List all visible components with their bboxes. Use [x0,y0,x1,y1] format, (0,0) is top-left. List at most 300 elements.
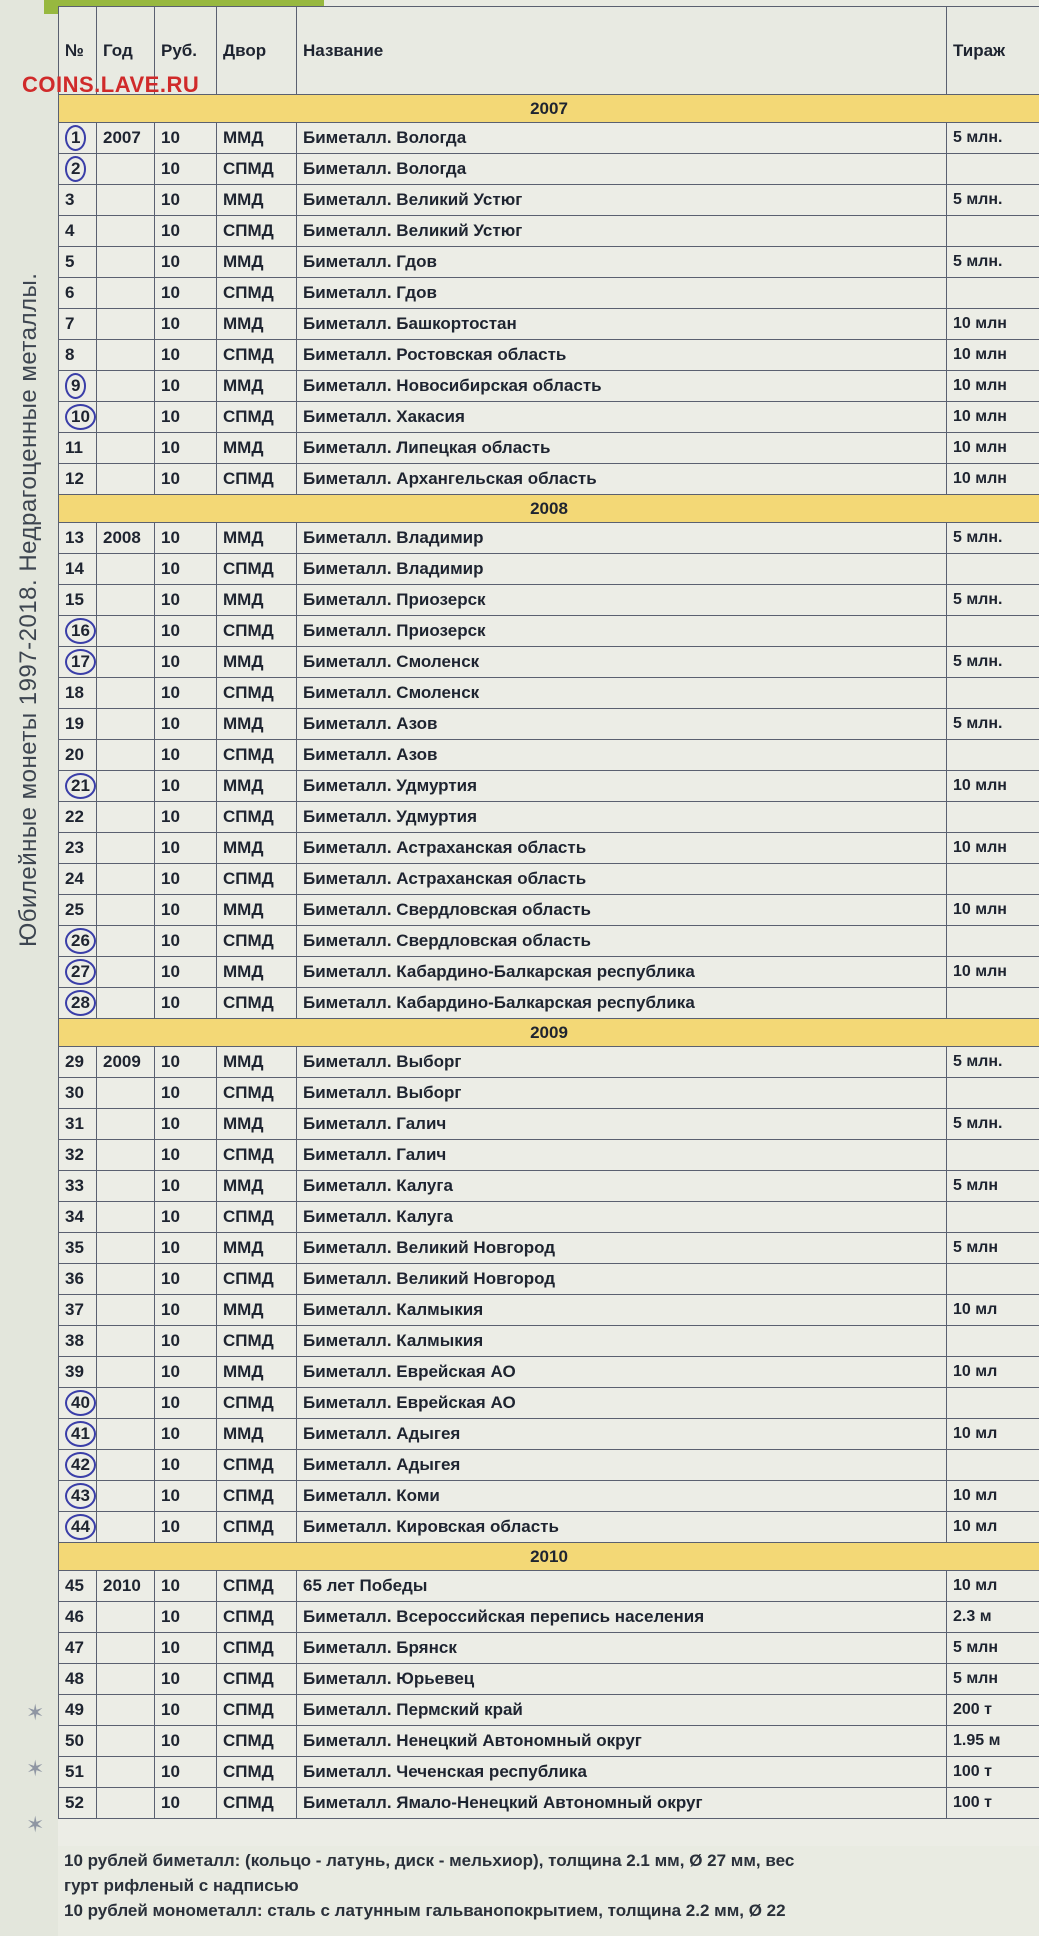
cell-denomination: 10 [155,371,217,402]
table-row [59,1295,1039,1326]
cell-name: Биметалл. Калмыкия [297,1326,947,1357]
table-row [59,1233,1039,1264]
cell-number: 32 [59,1140,97,1171]
cell-denomination: 10 [155,1047,217,1078]
cell-number: 31 [59,1109,97,1140]
cell-denomination: 10 [155,1788,217,1819]
cell-name: Биметалл. Юрьевец [297,1664,947,1695]
cell-mint: СПМД [217,988,297,1019]
cell-name: Биметалл. Свердловская область [297,926,947,957]
cell-number [59,1419,97,1450]
cell-denomination: 10 [155,802,217,833]
cell-number: 7 [59,309,97,340]
cell-mint: ММД [217,1171,297,1202]
cell-denomination: 10 [155,864,217,895]
cell-circulation [947,1202,1039,1233]
cell-circulation: 5 млн [947,1233,1039,1264]
cell-denomination: 10 [155,247,217,278]
cell-mint: СПМД [217,1664,297,1695]
cell-denomination: 10 [155,1295,217,1326]
cell-circulation: 5 млн. [947,1109,1039,1140]
star-icon: ✶ [26,1812,45,1837]
cell-year [97,1295,155,1326]
cell-year [97,957,155,988]
cell-name: Биметалл. Выборг [297,1047,947,1078]
cell-mint: СПМД [217,1633,297,1664]
cell-year [97,1109,155,1140]
cell-name: Биметалл. Приозерск [297,585,947,616]
cell-year [97,1326,155,1357]
cell-circulation: 100 т [947,1788,1039,1819]
cell-circulation: 5 млн. [947,1047,1039,1078]
cell-circulation [947,864,1039,895]
cell-name: Биметалл. Липецкая область [297,433,947,464]
cell-name: Биметалл. Великий Устюг [297,185,947,216]
cell-denomination: 10 [155,1264,217,1295]
cell-circulation [947,740,1039,771]
table-row [59,1264,1039,1295]
cell-name: Биметалл. Владимир [297,554,947,585]
cell-number: 19 [59,709,97,740]
table-row [59,1388,1039,1419]
cell-name: Биметалл. Свердловская область [297,895,947,926]
cell-denomination: 10 [155,740,217,771]
cell-year [97,154,155,185]
cell-name: Биметалл. Галич [297,1109,947,1140]
cell-number: 13 [59,523,97,554]
cell-number: 49 [59,1695,97,1726]
cell-mint: СПМД [217,864,297,895]
table-row [59,926,1039,957]
table-row [59,1726,1039,1757]
circled-number: 43 [65,1483,96,1509]
cell-year [97,1633,155,1664]
cell-mint: ММД [217,433,297,464]
cell-circulation [947,926,1039,957]
cell-denomination: 10 [155,988,217,1019]
cell-circulation: 5 млн [947,1664,1039,1695]
cell-name: Биметалл. Кабардино-Балкарская республика [297,988,947,1019]
cell-name: Биметалл. Новосибирская область [297,371,947,402]
cell-denomination: 10 [155,1171,217,1202]
cell-mint: СПМД [217,1757,297,1788]
cell-name: Биметалл. Ненецкий Автономный округ [297,1726,947,1757]
cell-mint: ММД [217,123,297,154]
cell-year [97,678,155,709]
cell-year [97,771,155,802]
cell-denomination: 10 [155,1757,217,1788]
cell-circulation: 10 млн [947,895,1039,926]
cell-name: Биметалл. Брянск [297,1633,947,1664]
cell-mint: СПМД [217,554,297,585]
cell-mint: СПМД [217,1140,297,1171]
cell-mint: СПМД [217,1571,297,1602]
cell-year: 2009 [97,1047,155,1078]
cell-circulation: 10 млн [947,771,1039,802]
table-row [59,1512,1039,1543]
cell-name: Биметалл. Гдов [297,247,947,278]
circled-number: 1 [65,125,86,151]
cell-denomination: 10 [155,833,217,864]
cell-year [97,278,155,309]
cell-circulation: 10 мл [947,1295,1039,1326]
cell-mint: СПМД [217,1481,297,1512]
cell-year [97,309,155,340]
cell-name: Биметалл. Ростовская область [297,340,947,371]
star-icon: ✶ [26,1700,45,1725]
table-row [59,554,1039,585]
cell-name: Биметалл. Великий Новгород [297,1264,947,1295]
cell-name: Биметалл. Калуга [297,1171,947,1202]
cell-circulation: 200 т [947,1695,1039,1726]
cell-circulation: 10 млн [947,957,1039,988]
cell-mint: СПМД [217,340,297,371]
table-row [59,1109,1039,1140]
cell-number: 30 [59,1078,97,1109]
table-row [59,740,1039,771]
cell-number: 23 [59,833,97,864]
table-row [59,1357,1039,1388]
cell-name: Биметалл. Ямало-Ненецкий Автономный округ [297,1788,947,1819]
cell-denomination: 10 [155,895,217,926]
cell-name: Биметалл. Смоленск [297,647,947,678]
cell-number [59,154,97,185]
cell-number: 18 [59,678,97,709]
cell-name: Биметалл. Великий Устюг [297,216,947,247]
cell-mint: СПМД [217,1726,297,1757]
cell-number: 36 [59,1264,97,1295]
cell-year [97,1788,155,1819]
table-row [59,1481,1039,1512]
circled-number: 16 [65,618,96,644]
cell-denomination: 10 [155,1078,217,1109]
header-name: Название [297,7,947,95]
table-row [59,278,1039,309]
cell-mint: ММД [217,1419,297,1450]
cell-number: 15 [59,585,97,616]
cell-denomination: 10 [155,709,217,740]
cell-mint: СПМД [217,1264,297,1295]
cell-denomination: 10 [155,309,217,340]
cell-mint: ММД [217,771,297,802]
cell-denomination: 10 [155,1512,217,1543]
cell-mint: ММД [217,833,297,864]
cell-number [59,1512,97,1543]
cell-name: Биметалл. Калмыкия [297,1295,947,1326]
cell-circulation: 5 млн. [947,647,1039,678]
cell-circulation: 10 мл [947,1571,1039,1602]
cell-name: Биметалл. Удмуртия [297,771,947,802]
cell-name: Биметалл. Кировская область [297,1512,947,1543]
cell-denomination: 10 [155,1602,217,1633]
cell-name: Биметалл. Выборг [297,1078,947,1109]
table-row [59,802,1039,833]
table-row [59,678,1039,709]
cell-number [59,771,97,802]
cell-year [97,1450,155,1481]
cell-name: Биметалл. Хакасия [297,402,947,433]
circled-number: 9 [65,373,86,399]
cell-mint: СПМД [217,1078,297,1109]
cell-circulation: 10 млн [947,433,1039,464]
cell-denomination: 10 [155,1388,217,1419]
cell-name: Биметалл. Галич [297,1140,947,1171]
cell-denomination: 10 [155,926,217,957]
cell-denomination: 10 [155,1233,217,1264]
cell-year [97,585,155,616]
cell-year [97,1202,155,1233]
cell-year [97,895,155,926]
cell-number: 22 [59,802,97,833]
table-row [59,402,1039,433]
cell-year [97,216,155,247]
cell-circulation [947,678,1039,709]
table-row [59,1602,1039,1633]
cell-name: Биметалл. Вологда [297,123,947,154]
cell-denomination: 10 [155,554,217,585]
cell-year [97,1233,155,1264]
cell-mint: ММД [217,709,297,740]
cell-number: 20 [59,740,97,771]
cell-mint: СПМД [217,1602,297,1633]
star-marks [26,1700,56,1868]
table-row [59,523,1039,554]
year-section-row [59,95,1039,123]
cell-year [97,1695,155,1726]
cell-circulation: 10 млн [947,833,1039,864]
cell-circulation [947,1388,1039,1419]
cell-number [59,1450,97,1481]
cell-name: Биметалл. Башкортостан [297,309,947,340]
year-section-label: 2010 [59,1543,1039,1571]
cell-circulation: 100 т [947,1757,1039,1788]
cell-year [97,1264,155,1295]
footer-note: 10 рублей биметалл: (кольцо - латунь, диск - мельхиор), толщина 2.1 мм, Ø 27 мм, вес [64,1851,795,1870]
cell-denomination: 10 [155,523,217,554]
cell-number [59,957,97,988]
cell-name: Биметалл. Великий Новгород [297,1233,947,1264]
table-row [59,957,1039,988]
cell-number: 6 [59,278,97,309]
cell-number: 38 [59,1326,97,1357]
cell-number: 47 [59,1633,97,1664]
cell-circulation: 10 млн [947,340,1039,371]
cell-mint: СПМД [217,1788,297,1819]
cell-mint: ММД [217,647,297,678]
cell-number [59,647,97,678]
cell-circulation [947,988,1039,1019]
cell-denomination: 10 [155,1419,217,1450]
cell-mint: СПМД [217,1388,297,1419]
cell-denomination: 10 [155,185,217,216]
cell-denomination: 10 [155,1571,217,1602]
cell-year [97,647,155,678]
cell-number: 29 [59,1047,97,1078]
cell-denomination: 10 [155,957,217,988]
cell-year [97,1140,155,1171]
cell-number [59,1388,97,1419]
cell-circulation: 10 млн [947,464,1039,495]
cell-mint: ММД [217,1233,297,1264]
cell-name: Биметалл. Удмуртия [297,802,947,833]
cell-circulation [947,802,1039,833]
cell-name: 65 лет Победы [297,1571,947,1602]
table-row [59,309,1039,340]
header-circulation: Тираж [947,7,1039,95]
cell-mint: ММД [217,247,297,278]
header-number: № [59,7,97,95]
cell-mint: ММД [217,309,297,340]
footer-note: гурт рифленый с надписью [64,1876,299,1895]
cell-number: 33 [59,1171,97,1202]
circled-number: 17 [65,649,96,675]
table-row [59,895,1039,926]
cell-denomination: 10 [155,585,217,616]
cell-number: 35 [59,1233,97,1264]
cell-year [97,616,155,647]
cell-denomination: 10 [155,340,217,371]
cell-number [59,616,97,647]
table-row [59,185,1039,216]
table-row [59,1450,1039,1481]
cell-number: 12 [59,464,97,495]
table-row [59,833,1039,864]
table-row [59,647,1039,678]
cell-year [97,1419,155,1450]
cell-circulation: 5 млн [947,1171,1039,1202]
cell-circulation [947,1326,1039,1357]
cell-name: Биметалл. Смоленск [297,678,947,709]
cell-mint: ММД [217,1047,297,1078]
table-row [59,464,1039,495]
cell-year [97,926,155,957]
cell-denomination: 10 [155,1202,217,1233]
cell-year [97,1602,155,1633]
cell-mint: СПМД [217,616,297,647]
cell-number: 34 [59,1202,97,1233]
cell-year [97,1757,155,1788]
cell-year: 2008 [97,523,155,554]
year-section-label: 2008 [59,495,1039,523]
circled-number: 40 [65,1390,96,1416]
cell-name: Биметалл. Еврейская АО [297,1388,947,1419]
sidebar [0,0,58,1936]
table-row [59,1078,1039,1109]
cell-mint: СПМД [217,678,297,709]
cell-mint: ММД [217,1109,297,1140]
table-body [59,95,1039,1819]
table-row [59,1047,1039,1078]
cell-denomination: 10 [155,123,217,154]
cell-circulation [947,1140,1039,1171]
footer-notes [58,1846,1039,1936]
cell-name: Биметалл. Адыгея [297,1450,947,1481]
cell-year [97,433,155,464]
cell-number [59,926,97,957]
table-row [59,371,1039,402]
cell-year [97,740,155,771]
cell-year: 2007 [97,123,155,154]
cell-number: 50 [59,1726,97,1757]
table-row [59,1633,1039,1664]
cell-year [97,371,155,402]
table-row [59,1695,1039,1726]
cell-circulation [947,154,1039,185]
cell-mint: СПМД [217,278,297,309]
cell-mint: ММД [217,1295,297,1326]
cell-circulation: 5 млн. [947,523,1039,554]
cell-circulation [947,216,1039,247]
table-row [59,340,1039,371]
cell-mint: СПМД [217,464,297,495]
circled-number: 2 [65,156,86,182]
cell-denomination: 10 [155,647,217,678]
cell-year [97,1078,155,1109]
cell-mint: ММД [217,957,297,988]
cell-denomination: 10 [155,216,217,247]
cell-name: Биметалл. Владимир [297,523,947,554]
cell-number: 11 [59,433,97,464]
cell-name: Биметалл. Еврейская АО [297,1357,947,1388]
cell-mint: СПМД [217,402,297,433]
cell-year [97,1357,155,1388]
circled-number: 41 [65,1421,96,1447]
side-title: Юбилейные монеты 1997-2018. Недрагоценные металлы. [15,272,42,948]
circled-number: 26 [65,928,96,954]
cell-number: 25 [59,895,97,926]
table-row [59,1664,1039,1695]
cell-circulation [947,1264,1039,1295]
cell-circulation: 5 млн. [947,709,1039,740]
header-denomination: Руб. [155,7,217,95]
cell-denomination: 10 [155,402,217,433]
cell-denomination: 10 [155,1664,217,1695]
table-row [59,709,1039,740]
circled-number: 27 [65,959,96,985]
cell-number [59,123,97,154]
cell-number: 39 [59,1357,97,1388]
cell-name: Биметалл. Калуга [297,1202,947,1233]
cell-denomination: 10 [155,1633,217,1664]
cell-denomination: 10 [155,1109,217,1140]
table-row [59,1571,1039,1602]
cell-mint: СПМД [217,1450,297,1481]
cell-circulation: 5 млн. [947,123,1039,154]
cell-year [97,988,155,1019]
coin-table-container [58,6,1039,1846]
cell-denomination: 10 [155,678,217,709]
table-row [59,1326,1039,1357]
table-row [59,154,1039,185]
circled-number: 10 [65,404,96,430]
cell-name: Биметалл. Гдов [297,278,947,309]
table-row [59,616,1039,647]
cell-mint: ММД [217,185,297,216]
cell-denomination: 10 [155,464,217,495]
cell-circulation: 1.95 м [947,1726,1039,1757]
circled-number: 42 [65,1452,96,1478]
table-row [59,1757,1039,1788]
cell-mint: ММД [217,585,297,616]
cell-year [97,247,155,278]
cell-number [59,402,97,433]
table-row [59,1171,1039,1202]
cell-number: 8 [59,340,97,371]
cell-name: Биметалл. Астраханская область [297,864,947,895]
cell-circulation: 10 мл [947,1419,1039,1450]
cell-name: Биметалл. Коми [297,1481,947,1512]
cell-mint: ММД [217,371,297,402]
